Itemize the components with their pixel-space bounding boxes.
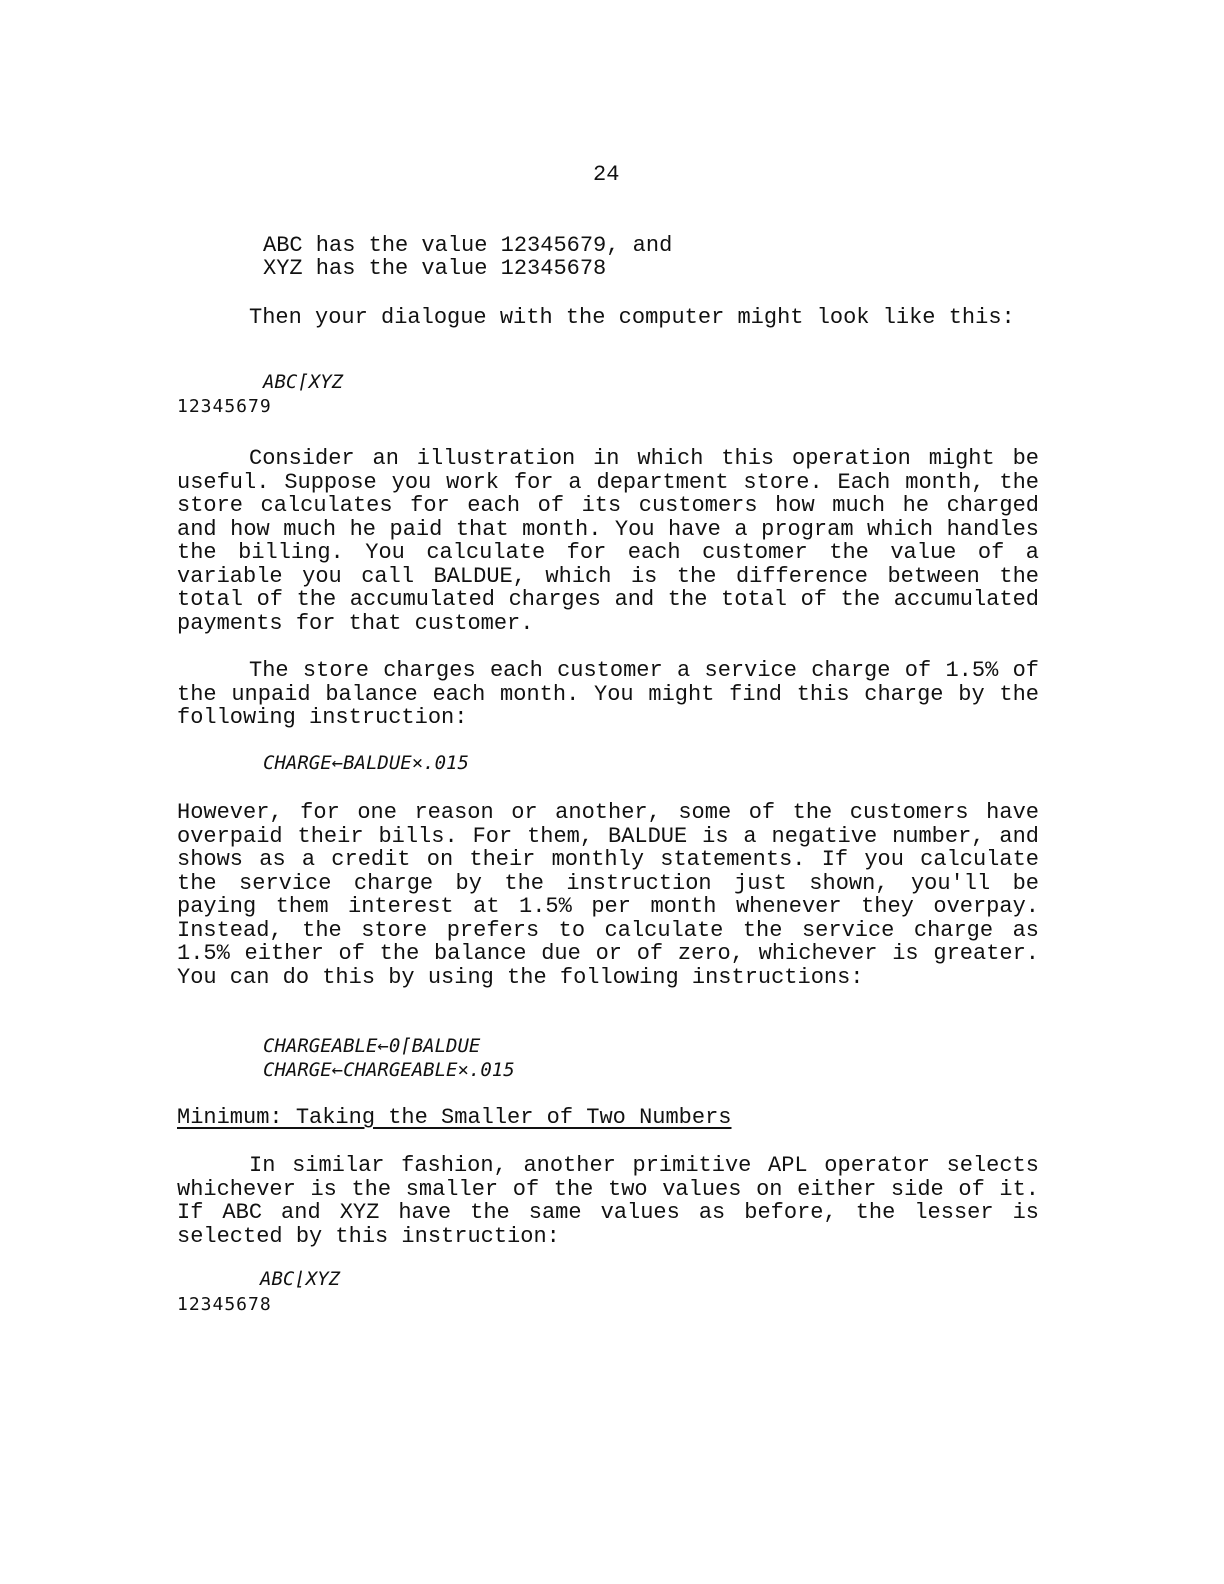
paragraph-however: However, for one reason or another, some of the customers have overpaid their bills. For them, BALDUE is a negative number, and shows as a credit on their monthly statements. If you calculate the service charge by the instruction just shown, you'll be paying them interest at 1.5% per month whenever they overpay. Instead, the store prefers to calculate the service charge as 1.5% either of the balance due or of zero, whichever is greater. You can do this by using the following instructions: [177, 800, 1039, 990]
page-number: 24 [593, 162, 620, 187]
section-heading-minimum: Minimum: Taking the Smaller of Two Numbers [177, 1105, 732, 1130]
code-min: ABC⌊XYZ [260, 1268, 341, 1290]
paragraph-dialogue: Then your dialogue with the computer might look like this: [249, 305, 1015, 330]
code-max: ABC⌈XYZ [263, 371, 344, 393]
paragraph-service-charge: The store charges each customer a service charge of 1.5% of the unpaid balance each month. You might find this charge by the following instruction: [177, 658, 1039, 730]
code-charge: CHARGE←BALDUE×.015 [263, 752, 469, 774]
code-chargeable: CHARGEABLE←0⌈BALDUE [263, 1035, 481, 1057]
output-min: 12345678 [177, 1294, 272, 1315]
paragraph-similar: In similar fashion, another primitive APL operator selects whichever is the smaller of the two values on either side of it. If ABC and XYZ have the same values as before, the lesser is selected by this instruction: [177, 1153, 1039, 1249]
value-line-xyz: XYZ has the value 12345678 [263, 256, 607, 281]
value-line-abc: ABC has the value 12345679, and [263, 233, 673, 258]
code-charge-from-chargeable: CHARGE←CHARGEABLE×.015 [263, 1059, 515, 1081]
output-max: 12345679 [177, 396, 272, 417]
paragraph-illustration: Consider an illustration in which this operation might be useful. Suppose you work for a department store. Each month, the store calculates for each of its customers how much he charged and how much he paid that month. You have a program which handles the billing. You calculate for each customer the value of a variable you call BALDUE, which is the difference between the total of the accumulated charges and the total of the accumulated payments for that customer. [177, 446, 1039, 636]
